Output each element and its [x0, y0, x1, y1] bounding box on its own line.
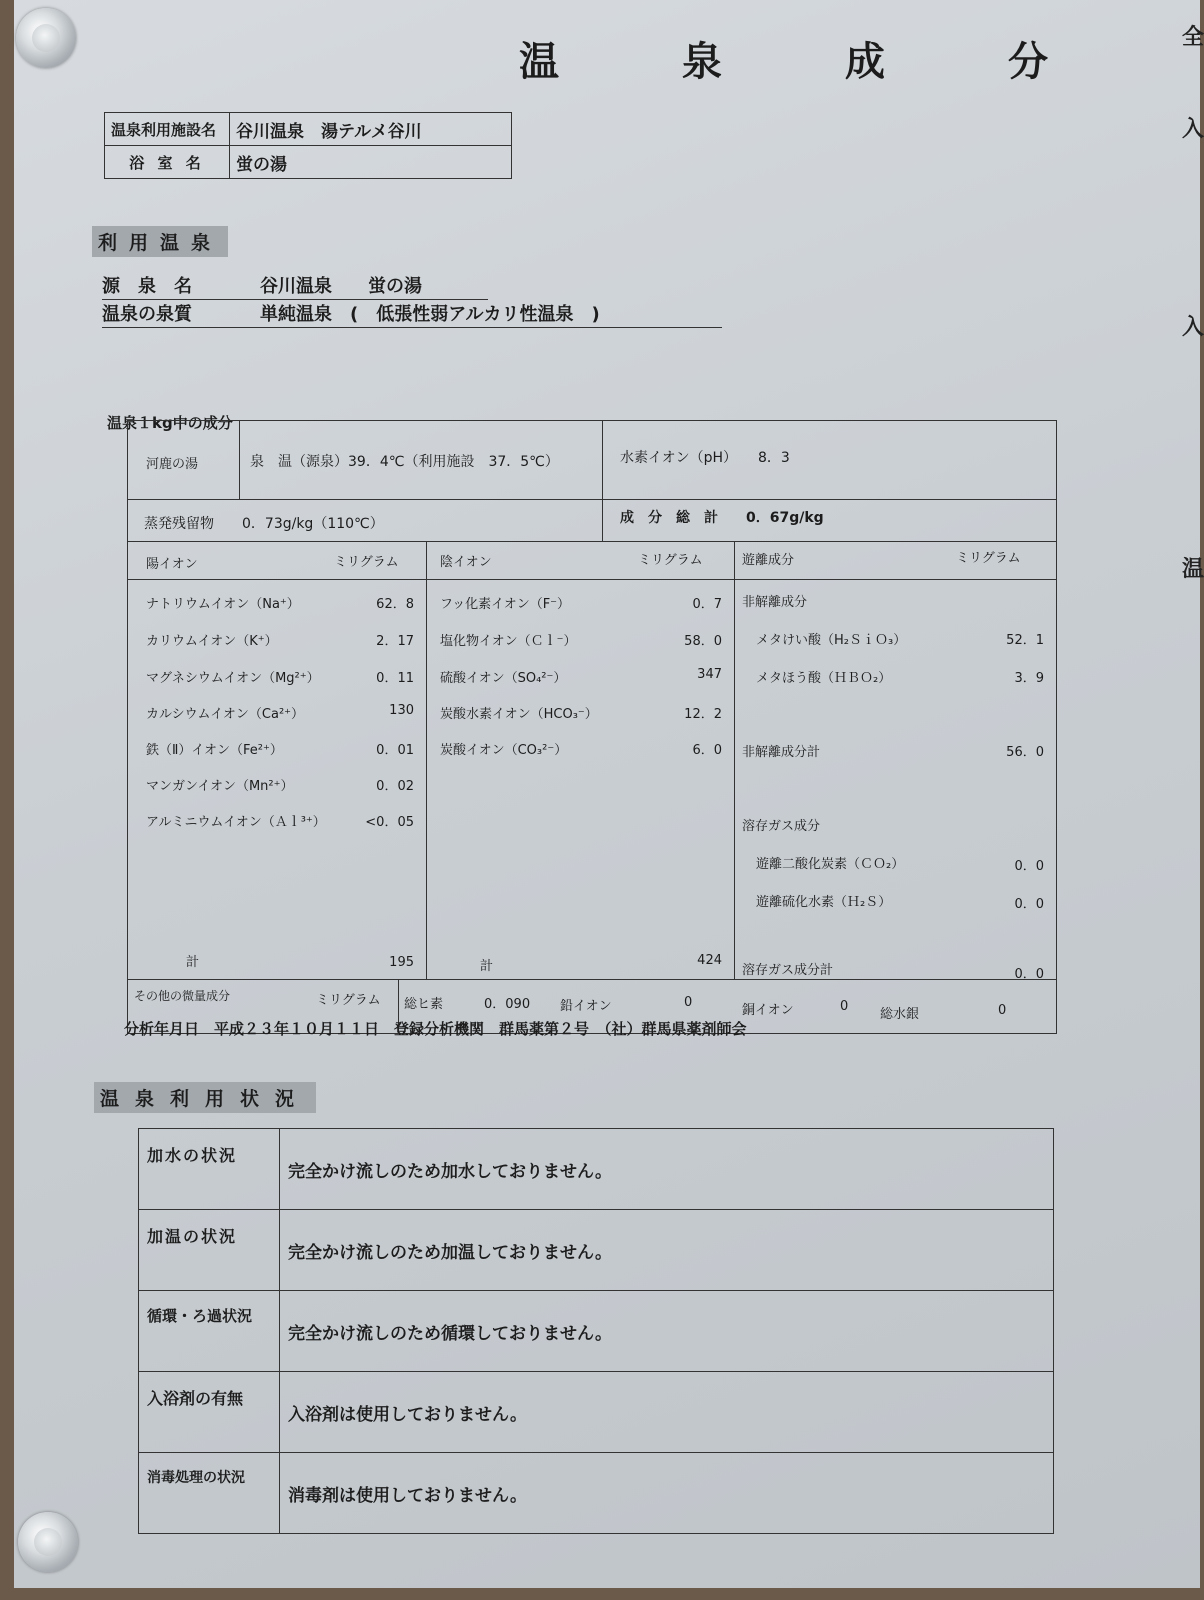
free-unit: ミリグラム	[956, 551, 1021, 566]
edge-char: 入	[1182, 117, 1204, 142]
source-name-label: 源 泉 名	[102, 276, 192, 297]
non-dissociated-value: 3．9	[1014, 671, 1044, 686]
cation-name: ナトリウムイオン（Na⁺）	[146, 597, 300, 612]
anion-total-label: 計	[480, 959, 494, 974]
gas-value: 0．0	[1014, 897, 1044, 912]
free-header: 遊離成分	[742, 553, 795, 568]
source-name-row	[102, 272, 488, 300]
gas-name: 遊離硫化水素（Ｈ₂Ｓ）	[756, 895, 892, 910]
gas-label: 溶存ガス成分	[742, 819, 821, 834]
usage-label: 入浴剤の有無	[139, 1372, 280, 1453]
usage-value: 消毒剤は使用しておりません。	[280, 1453, 1054, 1534]
usage-table	[138, 1128, 1054, 1534]
trace-unit: ミリグラム	[316, 993, 381, 1008]
screw-top-left-icon	[16, 8, 76, 68]
anion-name: 塩化物イオン（Ｃｌ⁻）	[440, 634, 577, 649]
anion-value: 0．7	[692, 597, 722, 612]
usage-value: 完全かけ流しのため加水しておりません。	[280, 1129, 1054, 1210]
cation-total-label: 計	[186, 955, 200, 970]
usage-row	[139, 1291, 1054, 1372]
trace-value: 0．090	[484, 997, 531, 1012]
anion-name: フッ化素イオン（F⁻）	[440, 597, 571, 612]
usage-row	[139, 1210, 1054, 1291]
bath-label: 浴 室 名	[105, 146, 230, 179]
cation-value: 130	[389, 703, 414, 718]
trace-name: 総水銀	[880, 1007, 920, 1022]
cation-name: カルシウムイオン（Ca²⁺）	[146, 707, 305, 722]
bath-value: 蛍の湯	[230, 146, 512, 179]
total-components: 成 分 総 計 0．67g/kg	[620, 510, 824, 526]
cation-header: 陽イオン	[146, 557, 198, 572]
cation-value: 0．11	[376, 671, 414, 686]
cation-value: 0．01	[376, 743, 414, 758]
category-label: 河鹿の湯	[146, 457, 199, 472]
title-char: 分	[1008, 39, 1048, 85]
quality-row	[102, 300, 722, 328]
usage-value: 完全かけ流しのため加温しておりません。	[280, 1210, 1054, 1291]
usage-row	[139, 1453, 1054, 1534]
trace-name: 総ヒ素	[404, 997, 444, 1012]
cation-name: カリウムイオン（K⁺）	[146, 634, 278, 649]
section-usage: 温泉利用状況	[94, 1082, 316, 1113]
facility-table	[104, 112, 512, 179]
trace-label: その他の微量成分	[134, 989, 231, 1003]
usage-label: 消毒処理の状況	[139, 1453, 280, 1534]
non-dissociated-total: 56．0	[1006, 745, 1044, 760]
non-dissociated-total-label: 非解離成分計	[742, 745, 821, 760]
anion-value: 6．0	[692, 743, 722, 758]
cation-value: <0．05	[365, 815, 414, 830]
cation-total: 195	[389, 955, 414, 970]
non-dissociated-name: メタけい酸（H₂ＳｉＯ₃）	[756, 633, 907, 648]
cation-value: 0．02	[376, 779, 414, 794]
gas-total: 0．0	[1014, 967, 1044, 982]
trace-value: 0	[684, 995, 693, 1010]
anion-unit: ミリグラム	[638, 553, 703, 568]
usage-row	[139, 1372, 1054, 1453]
title-char: 成	[845, 39, 885, 85]
analysis-line: 分析年月日 平成２３年１０月１１日 登録分析機関 群馬薬第２号 （社）群馬県薬剤師会	[124, 1020, 747, 1038]
trace-value: 0	[998, 1003, 1007, 1018]
gas-total-label: 溶存ガス成分計	[742, 963, 834, 978]
usage-value: 入浴剤は使用しておりません。	[280, 1372, 1054, 1453]
cation-name: 鉄（Ⅱ）イオン（Fe²⁺）	[146, 743, 283, 758]
trace-name: 銅イオン	[742, 1003, 794, 1018]
usage-row	[139, 1129, 1054, 1210]
quality-value: 単純温泉 ( 低張性弱アルカリ性温泉 )	[260, 304, 600, 325]
facility-value: 谷川温泉 湯テルメ谷川	[230, 113, 512, 146]
non-dissociated-value: 52．1	[1006, 633, 1044, 648]
facility-label: 温泉利用施設名	[105, 113, 230, 146]
anion-value: 12．2	[684, 707, 722, 722]
temperature: 泉 温（源泉）39．4℃（利用施設 37．5℃）	[250, 454, 559, 470]
title-char: 泉	[682, 39, 722, 85]
title-char: 温	[519, 39, 559, 85]
composition-table	[127, 420, 1057, 1034]
cation-value: 62．8	[376, 597, 414, 612]
edge-char: 入	[1182, 315, 1204, 340]
non-dissociated-label: 非解離成分	[742, 595, 808, 610]
edge-char: 温	[1182, 557, 1204, 582]
anion-name: 炭酸水素イオン（HCO₃⁻）	[440, 707, 598, 722]
cation-name: アルミニウムイオン（Ａｌ³⁺）	[146, 815, 326, 830]
anion-total: 424	[697, 953, 722, 968]
anion-header: 陰イオン	[440, 555, 492, 570]
non-dissociated-name: メタほう酸（ＨＢＯ₂）	[756, 671, 892, 686]
usage-label: 加温の状況	[139, 1210, 280, 1291]
cation-name: マグネシウムイオン（Mg²⁺）	[146, 671, 320, 686]
anion-value: 347	[697, 667, 722, 682]
page-title	[519, 30, 1171, 87]
components-title: 温泉１kg中の成分	[107, 414, 233, 432]
quality-label: 温泉の泉質	[102, 304, 192, 325]
gas-value: 0．0	[1014, 859, 1044, 874]
usage-label: 循環・ろ過状況	[139, 1291, 280, 1372]
gas-name: 遊離二酸化炭素（ＣＯ₂）	[756, 857, 905, 872]
screw-bottom-left-icon	[18, 1512, 78, 1572]
anion-name: 硫酸イオン（SO₄²⁻）	[440, 671, 567, 686]
trace-name: 鉛イオン	[560, 999, 612, 1014]
cation-name: マンガンイオン（Mn²⁺）	[146, 779, 294, 794]
anion-name: 炭酸イオン（CO₃²⁻）	[440, 743, 568, 758]
section-used-spring: 利用温泉	[92, 226, 228, 257]
anion-value: 58．0	[684, 634, 722, 649]
notice-board	[14, 0, 1204, 1588]
trace-value: 0	[840, 999, 849, 1014]
cation-value: 2．17	[376, 634, 414, 649]
evap-residue: 蒸発残留物 0．73g/kg（110℃）	[144, 516, 384, 532]
source-name-value: 谷川温泉 蛍の湯	[260, 276, 422, 297]
usage-label: 加水の状況	[139, 1129, 280, 1210]
usage-value: 完全かけ流しのため循環しておりません。	[280, 1291, 1054, 1372]
edge-char: 全	[1182, 25, 1204, 50]
ph-value: 水素イオン（pH） 8．3	[620, 450, 790, 466]
cation-unit: ミリグラム	[334, 555, 399, 570]
